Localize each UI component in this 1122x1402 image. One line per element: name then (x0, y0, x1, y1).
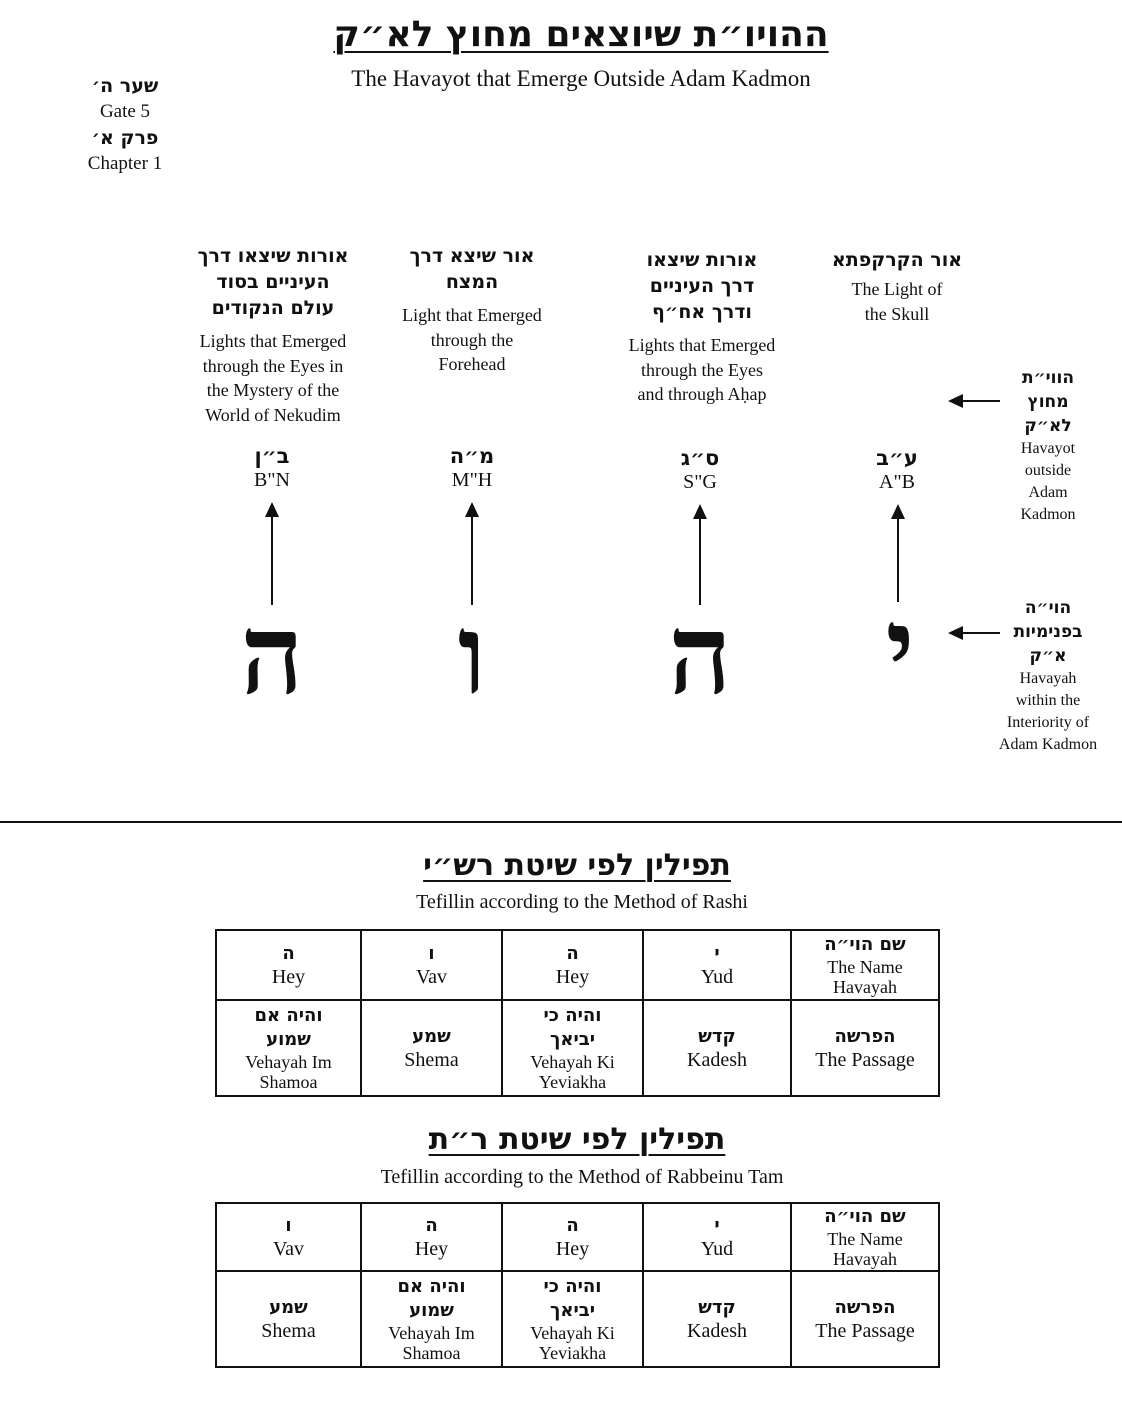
table-cell: והיה כי יביאך Vehayah Ki Yeviakha (502, 1000, 643, 1096)
column-hebrew-line: דרך העיניים (649, 275, 755, 297)
table-cell: ו Vav (216, 1203, 361, 1271)
letter-hey-final: ה (240, 590, 304, 719)
table-cell: והיה אם שמוע Vehayah Im Shamoa (216, 1000, 361, 1096)
table-cell: והיה אם שמוע Vehayah Im Shamoa (361, 1271, 502, 1367)
column-hebrew-line: אורות שיצאו (646, 249, 758, 271)
side-english-line: Interiority of (1006, 714, 1090, 731)
arrowhead-bn (265, 502, 279, 517)
side-english-line: Havayah (1019, 670, 1077, 687)
table-row (216, 1000, 939, 1096)
table-cell: והיה כי יביאך Vehayah Ki Yeviakha (502, 1271, 643, 1367)
table-cell: שם הוי״ה The Name Havayah (791, 930, 939, 1000)
column-english-line: Lights that Emerged (628, 335, 776, 355)
table-cell: הפרשה The Passage (791, 1271, 939, 1367)
table-cell: י Yud (643, 1203, 791, 1271)
column-english-line: and through Aḥap (637, 384, 767, 404)
column-hebrew-line: ודרך אח״ף (652, 301, 752, 323)
column-english-line: The Light of (851, 279, 943, 299)
table-row (216, 1271, 939, 1367)
column-hebrew-line: אור הקרקפתא (831, 249, 963, 271)
table-cell: ו Vav (361, 930, 502, 1000)
table-cell: הפרשה The Passage (791, 1000, 939, 1096)
column-hebrew-line: עולם הנקודים (211, 297, 335, 319)
arrowhead-left-outside (948, 394, 963, 408)
letter-yud: י (885, 584, 915, 713)
gate-hebrew: שער ה׳ (91, 75, 159, 97)
page-title-hebrew: ההויו״ת שיוצאים מחוץ לא״ק (333, 14, 829, 55)
rashi-title-hebrew: תפילין לפי שיטת רש״י (423, 848, 731, 883)
table-cell: קדש Kadesh (643, 1271, 791, 1367)
side-english-line: Havayot (1020, 440, 1076, 457)
column-english-line: through the (430, 329, 514, 350)
table-cell: קדש Kadesh (643, 1000, 791, 1096)
column-english-line: Forehead (438, 354, 506, 374)
side-hebrew-line: א״ק (1029, 646, 1067, 666)
page-title-english: The Havayot that Emerge Outside Adam Kadmon (351, 66, 811, 91)
gate-english: Gate 5 (99, 101, 151, 122)
side-hebrew-line: מחוץ (1027, 392, 1069, 412)
column-english-line: through the Eyes (641, 359, 763, 380)
table-cell: י Yud (643, 930, 791, 1000)
letter-vav: ו (457, 590, 487, 719)
column-english-line: the Mystery of the (206, 380, 340, 400)
column-english-line: the Skull (864, 303, 930, 324)
table-row (216, 930, 939, 1000)
letter-hey: ה (668, 590, 732, 719)
column-english-line: through the Eyes in (202, 355, 344, 376)
rt-title-hebrew: תפילין לפי שיטת ר״ת (428, 1122, 726, 1157)
name-english: M"H (451, 469, 493, 491)
table-cell: שמע Shema (216, 1271, 361, 1367)
column-hebrew-line: אור שיצא דרך (409, 245, 535, 267)
table-cell: ה Hey (361, 1203, 502, 1271)
table-cell: ה Hey (502, 1203, 643, 1271)
name-hebrew: ע״ב (876, 446, 918, 470)
rabbeinu-tam-table (215, 1202, 940, 1368)
column-english-line: Lights that Emerged (199, 331, 347, 351)
arrowhead-sg (693, 504, 707, 519)
side-hebrew-line: הוי״ה (1024, 598, 1072, 618)
rt-title-english: Tefillin according to the Method of Rabbeinu Tam (380, 1166, 784, 1188)
rashi-title-english: Tefillin according to the Method of Rashi (416, 891, 748, 913)
table-cell: שמע Shema (361, 1000, 502, 1096)
side-hebrew-line: לא״ק (1024, 416, 1072, 436)
side-english-line: outside (1024, 462, 1072, 479)
column-hebrew-line: אורות שיצאו דרך (197, 245, 349, 267)
name-hebrew: ב״ן (254, 444, 290, 468)
name-english: A"B (879, 471, 915, 493)
arrowhead-ab (891, 504, 905, 519)
arrowhead-left-interior (948, 626, 963, 640)
side-hebrew-line: בפנימיות (1013, 622, 1083, 642)
column-hebrew-line: העיניים בסוד (216, 271, 330, 293)
column-english-line: World of Nekudim (205, 404, 341, 425)
name-hebrew: מ״ה (449, 444, 495, 468)
rashi-table (215, 929, 940, 1097)
name-hebrew: ס״ג (680, 446, 720, 470)
chapter-english: Chapter 1 (87, 153, 163, 174)
table-cell: ה Hey (502, 930, 643, 1000)
side-label-interior (978, 596, 1118, 756)
table-row (216, 1203, 939, 1271)
side-english-line: Kadmon (1020, 506, 1076, 523)
section-divider (0, 821, 1122, 823)
arrowhead-mh (465, 502, 479, 517)
side-hebrew-line: הווי״ת (1021, 368, 1075, 388)
name-english: B"N (254, 469, 290, 491)
side-english-line: Adam Kadmon (998, 736, 1098, 753)
side-label-outside (978, 366, 1118, 526)
column-english-line: Light that Emerged (402, 305, 542, 325)
table-cell: שם הוי״ה The Name Havayah (791, 1203, 939, 1271)
chapter-hebrew: פרק א׳ (91, 127, 159, 149)
name-english: S"G (683, 471, 717, 493)
column-hebrew-line: המצח (445, 271, 499, 293)
side-english-line: within the (1015, 692, 1081, 709)
table-cell: ה Hey (216, 930, 361, 1000)
side-english-line: Adam (1028, 484, 1068, 501)
